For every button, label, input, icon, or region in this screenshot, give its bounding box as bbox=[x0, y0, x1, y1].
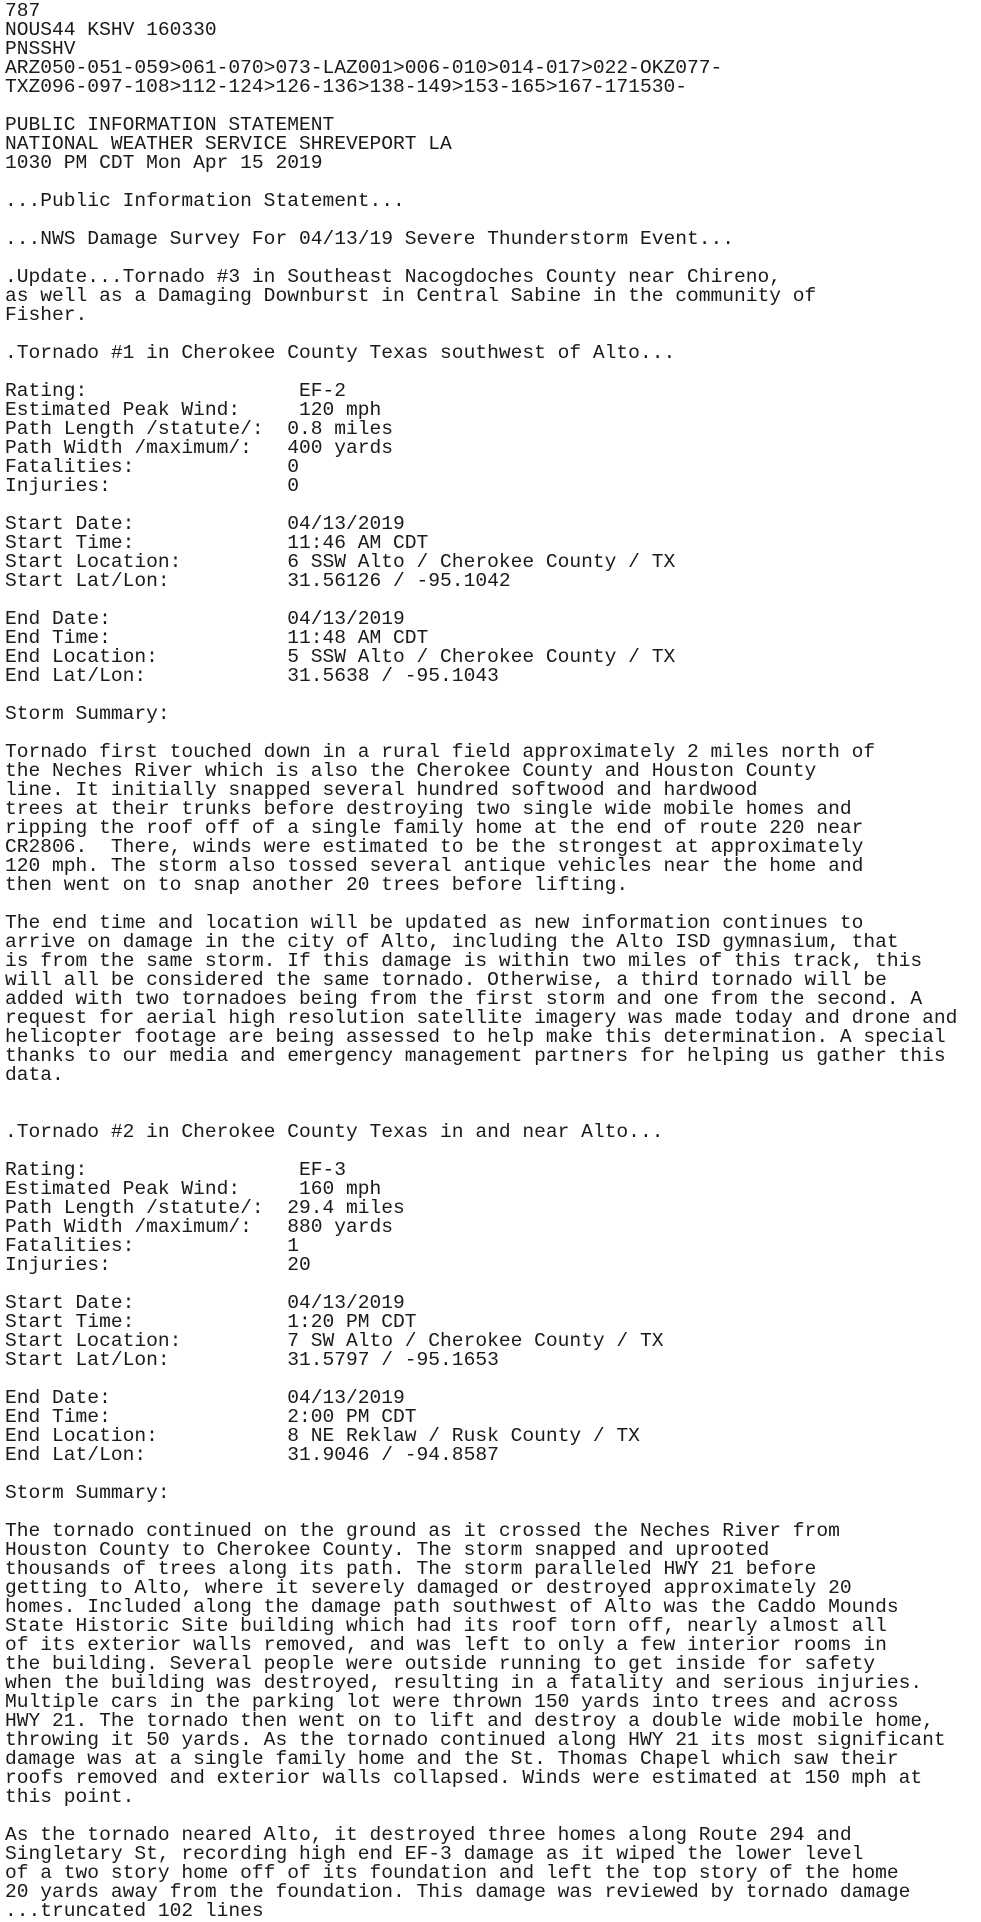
statement-line: Injuries: 0 bbox=[5, 475, 299, 497]
statement-line: Path Width /maximum/: 880 yards bbox=[5, 1216, 394, 1238]
statement-line: Fatalities: 1 bbox=[5, 1235, 299, 1257]
statement-line: then went on to snap another 20 trees before lifting. bbox=[5, 874, 629, 896]
statement-line: ...truncated 102 lines bbox=[5, 1900, 264, 1922]
statement-line: homes. Included along the damage path southwest of Alto was the Caddo Mounds bbox=[5, 1596, 899, 1618]
statement-line: of its exterior walls removed, and was left to only a few interior rooms in bbox=[5, 1634, 887, 1656]
statement-line: when the building was destroyed, resulting in a fatality and serious injuries. bbox=[5, 1672, 923, 1694]
statement-line: this point. bbox=[5, 1786, 135, 1808]
statement-line: As the tornado neared Alto, it destroyed three homes along Route 294 and bbox=[5, 1824, 852, 1846]
statement-line: Storm Summary: bbox=[5, 1482, 170, 1504]
statement-line bbox=[5, 1085, 957, 1104]
statement-line: Start Lat/Lon: 31.56126 / -95.1042 bbox=[5, 570, 511, 592]
statement-line: Rating: EF-3 bbox=[5, 1159, 346, 1181]
statement-line: helicopter footage are being assessed to help make this determination. A special bbox=[5, 1026, 946, 1048]
statement-line: Start Lat/Lon: 31.5797 / -95.1653 bbox=[5, 1349, 499, 1371]
statement-line: Start Location: 7 SW Alto / Cherokee County / TX bbox=[5, 1330, 664, 1352]
statement-line: throwing it 50 yards. As the tornado continued along HWY 21 its most significant bbox=[5, 1729, 946, 1751]
statement-line: thousands of trees along its path. The storm paralleled HWY 21 before bbox=[5, 1558, 817, 1580]
statement-line: Start Date: 04/13/2019 bbox=[5, 513, 405, 535]
statement-line: The tornado continued on the ground as it crossed the Neches River from bbox=[5, 1520, 840, 1542]
statement-line: 20 yards away from the foundation. This damage was reviewed by tornado damage bbox=[5, 1881, 911, 1903]
statement-line: .Tornado #1 in Cherokee County Texas southwest of Alto... bbox=[5, 342, 676, 364]
statement-line: .Tornado #2 in Cherokee County Texas in and near Alto... bbox=[5, 1121, 664, 1143]
statement-line: Singletary St, recording high end EF-3 damage as it wiped the lower level bbox=[5, 1843, 864, 1865]
statement-line: of a two story home off of its foundation and left the top story of the home bbox=[5, 1862, 899, 1884]
statement-line: added with two tornadoes being from the first storm and one from the second. A bbox=[5, 988, 923, 1010]
statement-line: End Time: 2:00 PM CDT bbox=[5, 1406, 417, 1428]
statement-line: CR2806. There, winds were estimated to be the strongest at approximately bbox=[5, 836, 864, 858]
statement-line: Storm Summary: bbox=[5, 703, 170, 725]
statement-line: the building. Several people were outside running to get inside for safety bbox=[5, 1653, 876, 1675]
statement-line: Fisher. bbox=[5, 304, 88, 326]
statement-line: Injuries: 20 bbox=[5, 1254, 311, 1276]
statement-line: Path Width /maximum/: 400 yards bbox=[5, 437, 394, 459]
statement-line: Rating: EF-2 bbox=[5, 380, 346, 402]
statement-line: 1030 PM CDT Mon Apr 15 2019 bbox=[5, 152, 323, 174]
statement-line: Start Date: 04/13/2019 bbox=[5, 1292, 405, 1314]
statement-line: 787 bbox=[5, 0, 41, 22]
statement-line: Estimated Peak Wind: 160 mph bbox=[5, 1178, 382, 1200]
statement-line: End Lat/Lon: 31.9046 / -94.8587 bbox=[5, 1444, 499, 1466]
statement-line: getting to Alto, where it severely damaged or destroyed approximately 20 bbox=[5, 1577, 852, 1599]
statement-line: damage was at a single family home and the St. Thomas Chapel which saw their bbox=[5, 1748, 899, 1770]
statement-line: is from the same storm. If this damage is within two miles of this track, this bbox=[5, 950, 923, 972]
weather-statement-text bbox=[5, 2, 957, 1921]
statement-line: Multiple cars in the parking lot were thrown 150 yards into trees and across bbox=[5, 1691, 899, 1713]
statement-line: will all be considered the same tornado. Otherwise, a third tornado will be bbox=[5, 969, 887, 991]
statement-line: End Time: 11:48 AM CDT bbox=[5, 627, 429, 649]
statement-line: thanks to our media and emergency management partners for helping us gather this bbox=[5, 1045, 946, 1067]
statement-line: 120 mph. The storm also tossed several antique vehicles near the home and bbox=[5, 855, 864, 877]
statement-line: trees at their trunks before destroying two single wide mobile homes and bbox=[5, 798, 852, 820]
statement-line: End Date: 04/13/2019 bbox=[5, 1387, 405, 1409]
statement-line: roofs removed and exterior walls collapsed. Winds were estimated at 150 mph at bbox=[5, 1767, 923, 1789]
statement-line: ...Public Information Statement... bbox=[5, 190, 405, 212]
statement-line: End Date: 04/13/2019 bbox=[5, 608, 405, 630]
statement-line: Path Length /statute/: 29.4 miles bbox=[5, 1197, 405, 1219]
statement-line: Houston County to Cherokee County. The storm snapped and uprooted bbox=[5, 1539, 770, 1561]
statement-line: the Neches River which is also the Cherokee County and Houston County bbox=[5, 760, 817, 782]
statement-line: arrive on damage in the city of Alto, including the Alto ISD gymnasium, that bbox=[5, 931, 899, 953]
statement-line: ARZ050-051-059>061-070>073-LAZ001>006-010>014-017>022-OKZ077- bbox=[5, 57, 723, 79]
statement-line: .Update...Tornado #3 in Southeast Nacogdoches County near Chireno, bbox=[5, 266, 782, 288]
statement-line: Start Time: 1:20 PM CDT bbox=[5, 1311, 417, 1333]
statement-line: as well as a Damaging Downburst in Central Sabine in the community of bbox=[5, 285, 817, 307]
statement-line: NATIONAL WEATHER SERVICE SHREVEPORT LA bbox=[5, 133, 452, 155]
statement-line: request for aerial high resolution satellite imagery was made today and drone and bbox=[5, 1007, 958, 1029]
statement-line: ripping the roof off of a single family home at the end of route 220 near bbox=[5, 817, 864, 839]
statement-line: PNSSHV bbox=[5, 38, 76, 60]
statement-line: End Lat/Lon: 31.5638 / -95.1043 bbox=[5, 665, 499, 687]
statement-line: PUBLIC INFORMATION STATEMENT bbox=[5, 114, 335, 136]
statement-line: Start Time: 11:46 AM CDT bbox=[5, 532, 429, 554]
statement-line: Path Length /statute/: 0.8 miles bbox=[5, 418, 394, 440]
statement-line: Start Location: 6 SSW Alto / Cherokee County / TX bbox=[5, 551, 676, 573]
statement-line: End Location: 5 SSW Alto / Cherokee County / TX bbox=[5, 646, 676, 668]
statement-line: The end time and location will be updated as new information continues to bbox=[5, 912, 864, 934]
statement-line: TXZ096-097-108>112-124>126-136>138-149>153-165>167-171530- bbox=[5, 76, 687, 98]
statement-line: NOUS44 KSHV 160330 bbox=[5, 19, 217, 41]
statement-line: Tornado first touched down in a rural field approximately 2 miles north of bbox=[5, 741, 876, 763]
statement-line: line. It initially snapped several hundred softwood and hardwood bbox=[5, 779, 758, 801]
statement-line: Estimated Peak Wind: 120 mph bbox=[5, 399, 382, 421]
statement-line: data. bbox=[5, 1064, 64, 1086]
statement-line: End Location: 8 NE Reklaw / Rusk County / TX bbox=[5, 1425, 640, 1447]
statement-line: HWY 21. The tornado then went on to lift and destroy a double wide mobile home, bbox=[5, 1710, 934, 1732]
statement-line: State Historic Site building which had its roof torn off, nearly almost all bbox=[5, 1615, 887, 1637]
statement-line: ...NWS Damage Survey For 04/13/19 Severe Thunderstorm Event... bbox=[5, 228, 735, 250]
statement-line: Fatalities: 0 bbox=[5, 456, 299, 478]
